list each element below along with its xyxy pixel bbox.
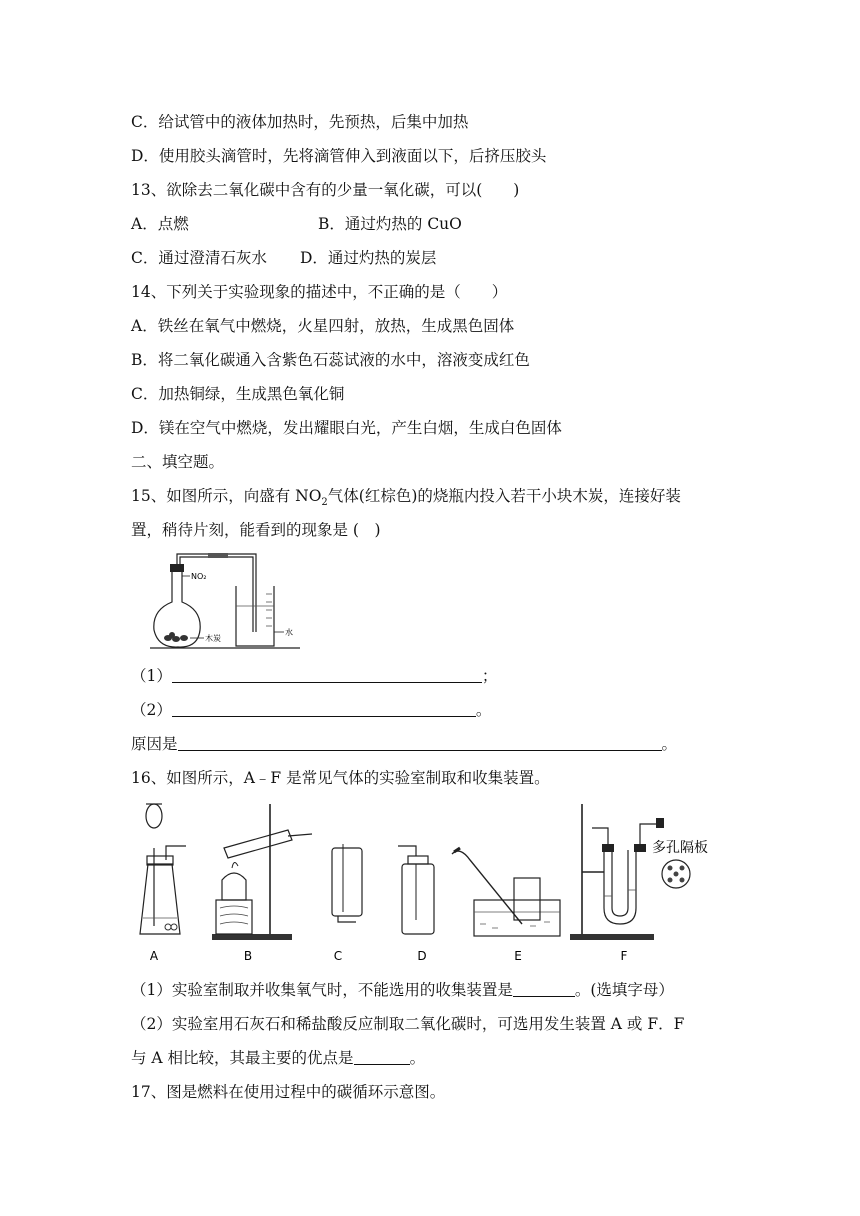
charcoal-label: 木炭 (205, 634, 221, 643)
flask-beaker-figure (148, 550, 308, 654)
option-c-heating: C．给试管中的液体加热时，先预热，后集中加热 (131, 113, 469, 131)
label-d: D (417, 949, 427, 963)
question-17: 17、图是燃料在使用过程中的碳循环示意图。 (131, 1083, 446, 1101)
q16-blank-1[interactable] (513, 980, 575, 997)
question-15-line2: 置，稍待片刻，能看到的现象是 ( ) (131, 521, 381, 539)
apparatus-e (452, 848, 560, 936)
q15-answer-2: （2） 。 (131, 701, 492, 719)
apparatus-d (398, 846, 434, 934)
label-b: B (243, 949, 253, 963)
reason-blank[interactable] (178, 734, 662, 751)
question-16: 16、如图所示，A﹣F 是常见气体的实验室制取和收集装置。 (131, 769, 550, 787)
q14-option-d: D．镁在空气中燃烧，发出耀眼白光，产生白烟，生成白色固体 (131, 419, 562, 437)
q13-option-a: A．点燃 (131, 215, 189, 233)
option-d-dropper: D．使用胶头滴管时，先将滴管伸入到液面以下，后挤压胶头 (131, 147, 547, 165)
water-label: 水 (285, 628, 293, 637)
q15-blank-2[interactable] (172, 700, 476, 717)
question-15-line1: 15、如图所示，向盛有 $NO_2$气体(红棕色)的烧瓶内投入若干小块木炭，连接好装 (131, 487, 681, 509)
label-a: A (149, 949, 159, 963)
label-c: C (333, 949, 343, 963)
q15-reason: 原因是 。 (131, 735, 678, 753)
q14-option-b: B．将二氧化碳通入含紫色石蕊试液的水中，溶液变成红色 (131, 351, 530, 369)
apparatus-figure (130, 800, 720, 968)
no2-label: NO₂ (191, 572, 207, 581)
q16-part-1: （1）实验室制取并收集氧气时，不能选用的收集装置是 。(选填字母） (131, 981, 674, 999)
q13-option-d: D．通过灼热的炭层 (300, 249, 437, 267)
apparatus-f (570, 804, 708, 940)
q14-option-c: C．加热铜绿，生成黑色氧化铜 (131, 385, 345, 403)
apparatus-c (332, 844, 362, 922)
question-14: 14、下列关于实验现象的描述中，不正确的是（ ） (131, 283, 508, 301)
q14-option-a: A．铁丝在氧气中燃烧，火星四射，放热，生成黑色固体 (131, 317, 515, 335)
label-f: F (620, 949, 628, 963)
q13-option-c: C．通过澄清石灰水 (131, 249, 267, 267)
question-13: 13、欲除去二氧化碳中含有的少量一氧化碳，可以( ) (131, 181, 520, 199)
apparatus-a (140, 804, 186, 934)
section-heading: 二、填空题。 (131, 453, 225, 471)
perforated-plate-label: 多孔隔板 (652, 840, 708, 856)
q13-option-b: B．通过灼热的 CuO (318, 215, 462, 233)
label-e: E (514, 949, 522, 963)
q16-part-2-cont: 与 A 相比较，其最主要的优点是 。 (131, 1049, 426, 1067)
q15-blank-1[interactable] (172, 666, 482, 683)
q16-blank-2[interactable] (354, 1048, 410, 1065)
q15-answer-1: （1） ； (131, 667, 498, 685)
q16-part-2: （2）实验室用石灰石和稀盐酸反应制取二氧化碳时，可选用发生装置 A 或 F．F (131, 1015, 685, 1033)
apparatus-b (212, 804, 312, 940)
